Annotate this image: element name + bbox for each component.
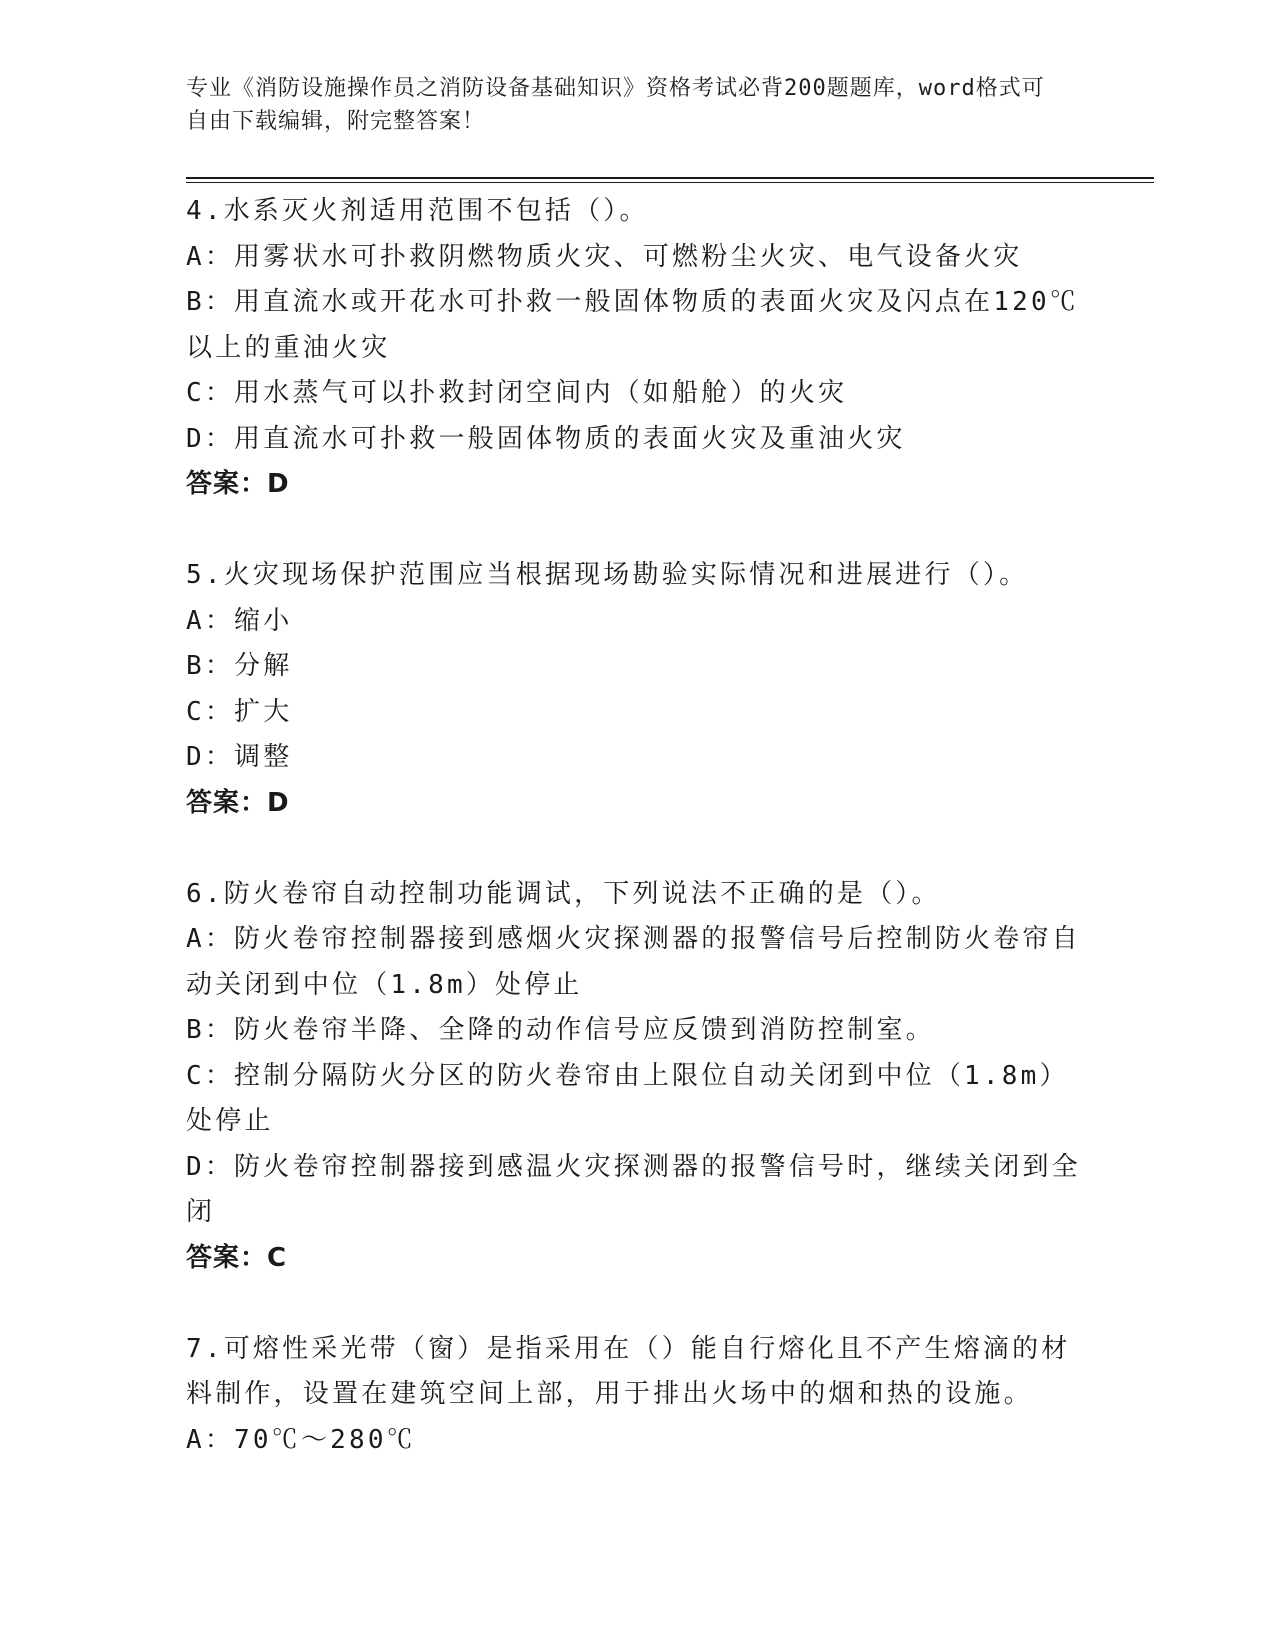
header-divider-thick — [186, 177, 1154, 179]
option-a: A：缩小 — [186, 605, 293, 636]
question-stem: 7.可熔性采光带（窗）是指采用在（）能自行熔化且不产生熔滴的材料制作，设置在建筑空间上部，用于排出火场中的烟和热的设施。 — [186, 1333, 1071, 1409]
option-a: A：用雾状水可扑救阴燃物质火灾、可燃粉尘火灾、电气设备火灾 — [186, 241, 1023, 272]
answer-label: 答案：D — [186, 787, 290, 818]
option-d: D：用直流水可扑救一般固体物质的表面火灾及重油火灾 — [186, 423, 906, 454]
option-a: A：防火卷帘控制器接到感烟火灾探测器的报警信号后控制防火卷帘自动关闭到中位（1.8m）处停止 — [186, 924, 1081, 1000]
question-5 — [186, 553, 1086, 826]
option-a: A：70℃～280℃ — [186, 1424, 416, 1455]
answer-label: 答案：D — [186, 469, 290, 499]
option-d: D：调整 — [186, 742, 293, 772]
question-4 — [186, 189, 1086, 508]
option-d: D：防火卷帘控制器接到感温火灾探测器的报警信号时，继续关闭到全闭 — [186, 1151, 1081, 1227]
question-stem: 6.防火卷帘自动控制功能调试，下列说法不正确的是（）。 — [186, 878, 941, 909]
header-divider-thin — [186, 182, 1154, 183]
option-c: C：控制分隔防火分区的防火卷帘由上限位自动关闭到中位（1.8m）处停止 — [186, 1060, 1069, 1136]
question-list — [186, 189, 1086, 1509]
question-7 — [186, 1327, 1086, 1464]
option-b: B：防火卷帘半降、全降的动作信号应反馈到消防控制室。 — [186, 1015, 935, 1045]
document-header: 专业《消防设施操作员之消防设备基础知识》资格考试必背200题题库，word格式可自由下载编辑，附完整答案！ — [186, 76, 1045, 134]
option-c: C：扩大 — [186, 696, 293, 727]
answer-label: 答案：C — [186, 1242, 288, 1273]
option-c: C：用水蒸气可以扑救封闭空间内（如船舱）的火灾 — [186, 378, 848, 408]
question-stem: 4.水系灭火剂适用范围不包括（）。 — [186, 196, 649, 226]
question-6 — [186, 872, 1086, 1282]
question-stem: 5.火灾现场保护范围应当根据现场勘验实际情况和进展进行（）。 — [186, 560, 1029, 590]
option-b: B：分解 — [186, 651, 293, 681]
option-b: B：用直流水或开花水可扑救一般固体物质的表面火灾及闪点在120℃以上的重油火灾 — [186, 287, 1080, 363]
